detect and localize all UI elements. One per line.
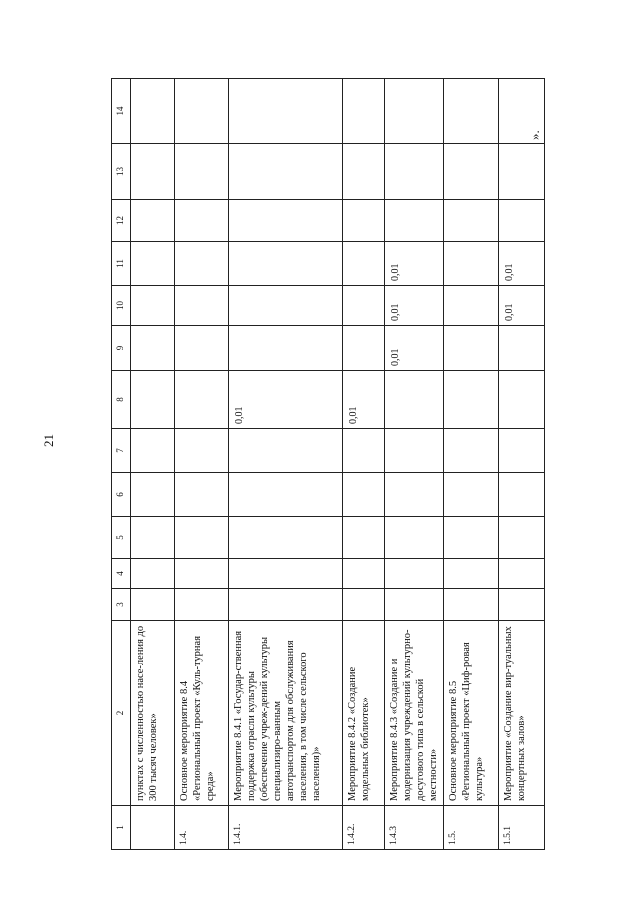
value-cell [131, 473, 175, 517]
column-header: 12 [112, 200, 131, 242]
column-header: 9 [112, 326, 131, 371]
value-cell [385, 79, 444, 144]
value-cell [444, 144, 499, 200]
value-cell [444, 79, 499, 144]
row-name-cell: Мероприятие «Создание вир-туальных концертных залов» [499, 621, 545, 806]
value-cell [229, 286, 343, 326]
value-cell [175, 517, 229, 559]
rotated-table-container [111, 79, 525, 850]
value-cell: 0,01 [499, 242, 545, 286]
value-cell [175, 559, 229, 589]
value-cell [444, 371, 499, 429]
table-row [444, 79, 499, 850]
value-cell [343, 79, 385, 144]
column-header: 3 [112, 589, 131, 621]
value-cell: 0,01 [343, 371, 385, 429]
value-cell [499, 371, 545, 429]
value-cell [343, 473, 385, 517]
value-cell [343, 429, 385, 473]
value-cell [229, 242, 343, 286]
value-cell [444, 326, 499, 371]
column-header: 7 [112, 429, 131, 473]
value-cell [499, 429, 545, 473]
table-body [112, 79, 545, 850]
column-header: 5 [112, 517, 131, 559]
table-row [343, 79, 385, 850]
table-row [229, 79, 343, 850]
value-cell [385, 589, 444, 621]
value-cell [131, 326, 175, 371]
value-cell [343, 589, 385, 621]
value-cell [385, 517, 444, 559]
value-cell [131, 242, 175, 286]
value-cell [444, 559, 499, 589]
row-number-cell: 1.4.1. [229, 806, 343, 850]
value-cell [444, 242, 499, 286]
value-cell [444, 589, 499, 621]
row-number-cell: 1.4. [175, 806, 229, 850]
value-cell [175, 429, 229, 473]
table-row [499, 79, 545, 850]
value-cell [229, 559, 343, 589]
value-cell [444, 200, 499, 242]
value-cell [499, 473, 545, 517]
row-number-cell [131, 806, 175, 850]
value-cell [229, 326, 343, 371]
value-cell [385, 371, 444, 429]
value-cell [385, 429, 444, 473]
value-cell [131, 429, 175, 473]
column-header: 2 [112, 621, 131, 806]
value-cell [499, 589, 545, 621]
row-number-cell: 1.4.3 [385, 806, 444, 850]
value-cell [343, 326, 385, 371]
value-cell: 0,01 [229, 371, 343, 429]
table-row [175, 79, 229, 850]
value-cell [175, 371, 229, 429]
value-cell [229, 144, 343, 200]
value-cell [175, 326, 229, 371]
column-header: 10 [112, 286, 131, 326]
page-number: 21 [41, 434, 56, 447]
value-cell [343, 559, 385, 589]
value-cell [175, 473, 229, 517]
row-name-cell: пунктах с численностью насе-ления до 300 тысяч человек» [131, 621, 175, 806]
column-header: 4 [112, 559, 131, 589]
value-cell: 0,01 [385, 326, 444, 371]
value-cell [229, 517, 343, 559]
value-cell [175, 242, 229, 286]
value-cell [343, 200, 385, 242]
value-cell [444, 473, 499, 517]
value-cell [499, 79, 545, 144]
closing-quote: ». [527, 130, 542, 140]
value-cell [229, 473, 343, 517]
value-cell: 0,01 [385, 242, 444, 286]
header-row [112, 79, 131, 850]
value-cell [131, 371, 175, 429]
value-cell [131, 517, 175, 559]
column-header: 14 [112, 79, 131, 144]
value-cell [444, 286, 499, 326]
row-number-cell: 1.5. [444, 806, 499, 850]
program-table [111, 78, 545, 850]
value-cell [229, 589, 343, 621]
value-cell [499, 200, 545, 242]
column-header: 13 [112, 144, 131, 200]
value-cell [131, 559, 175, 589]
value-cell [499, 559, 545, 589]
row-name-cell: Основное мероприятие 8.5 «Региональный проект «Циф-ровая культура» [444, 621, 499, 806]
value-cell [175, 144, 229, 200]
value-cell [131, 286, 175, 326]
value-cell [385, 559, 444, 589]
row-name-cell: Мероприятие 8.4.2 «Создание модельных библиотек» [343, 621, 385, 806]
value-cell: 0,01 [499, 286, 545, 326]
value-cell [175, 286, 229, 326]
table-row [385, 79, 444, 850]
value-cell [444, 429, 499, 473]
value-cell [131, 144, 175, 200]
value-cell [444, 517, 499, 559]
value-cell [385, 200, 444, 242]
column-header: 11 [112, 242, 131, 286]
value-cell [229, 429, 343, 473]
column-header: 6 [112, 473, 131, 517]
value-cell [229, 200, 343, 242]
value-cell [385, 144, 444, 200]
value-cell [131, 589, 175, 621]
value-cell [229, 79, 343, 144]
table-row [131, 79, 175, 850]
value-cell [499, 326, 545, 371]
row-name-cell: Мероприятие 8.4.3 «Создание и модернизация учреждений культурно-досугового типа в сельской местности» [385, 621, 444, 806]
value-cell [175, 589, 229, 621]
value-cell [131, 79, 175, 144]
value-cell [175, 200, 229, 242]
value-cell [343, 242, 385, 286]
row-number-cell: 1.4.2. [343, 806, 385, 850]
value-cell: 0,01 [385, 286, 444, 326]
value-cell [175, 79, 229, 144]
value-cell [499, 517, 545, 559]
row-name-cell: Мероприятие 8.4.1 «Государ-ственная поддержка отрасли культуры (обеспечение учреж-дений культуры специализиро-ванным автотранспортом для обслуживания населения, в том числе сельского населения)» [229, 621, 343, 806]
column-header: 8 [112, 371, 131, 429]
value-cell [131, 200, 175, 242]
value-cell [499, 144, 545, 200]
value-cell [343, 517, 385, 559]
row-number-cell: 1.5.1 [499, 806, 545, 850]
column-header: 1 [112, 806, 131, 850]
value-cell [343, 144, 385, 200]
value-cell [385, 473, 444, 517]
value-cell [343, 286, 385, 326]
row-name-cell: Основное мероприятие 8.4 «Региональный проект «Куль-турная среда» [175, 621, 229, 806]
